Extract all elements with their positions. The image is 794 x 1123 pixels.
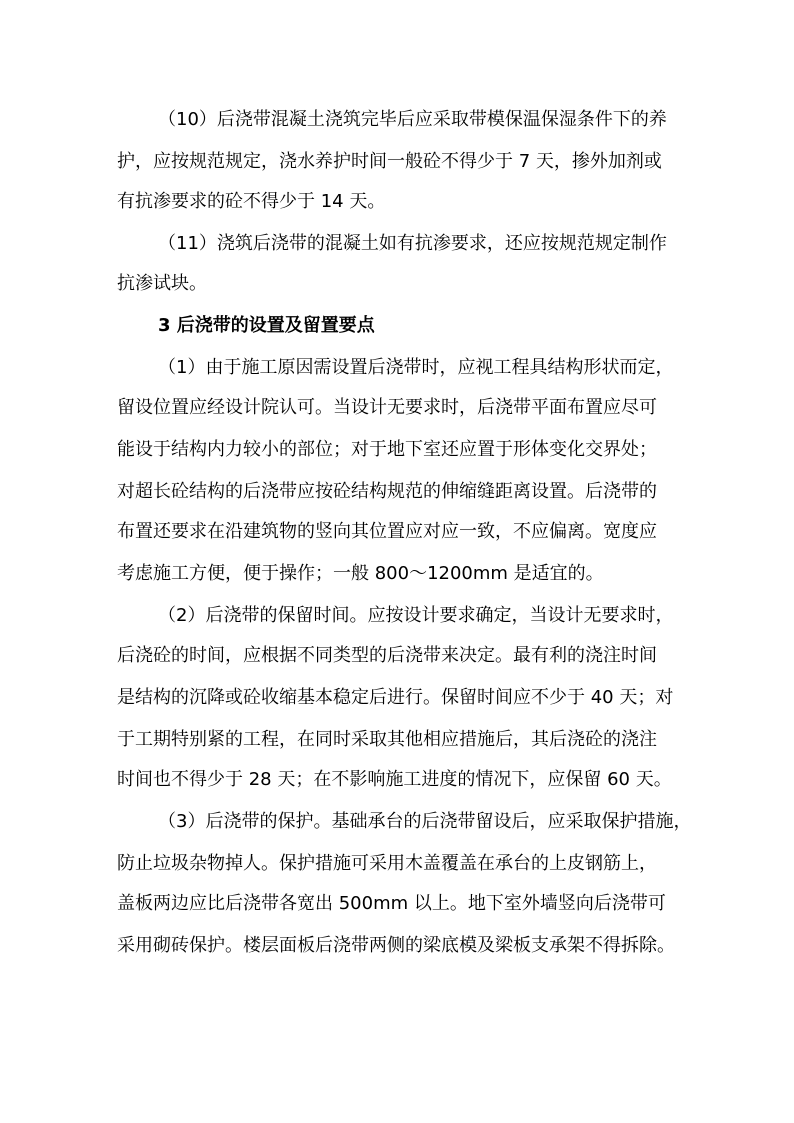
section-paragraph-1-line-4: 对超长砼结构的后浇带应按砼结构规范的伸缩缝距离设置。后浇带的 [117, 481, 657, 502]
paragraph-11-line-1: （11）浇筑后浇带的混凝土如有抗渗要求，还应按规范规定制作 [158, 233, 667, 254]
section-paragraph-2-line-3: 是结构的沉降或砼收缩基本稳定后进行。保留时间应不少于 40 天；对 [117, 687, 674, 708]
paragraph-10-line-2: 护，应按规范规定，浇水养护时间一般砼不得少于 7 天，掺外加剂或 [117, 151, 662, 172]
section-paragraph-1-line-3: 能设于结构内力较小的部位；对于地下室还应置于形体变化交界处； [117, 439, 657, 460]
section-paragraph-3-line-4: 采用砌砖保护。楼层面板后浇带两侧的梁底模及梁板支承架不得拆除。 [117, 935, 675, 956]
section-paragraph-2-line-1: （2）后浇带的保留时间。应按设计要求确定，当设计无要求时， [158, 605, 674, 626]
section-paragraph-2-line-5: 时间也不得少于 28 天；在不影响施工进度的情况下，应保留 60 天。 [117, 769, 672, 790]
section-paragraph-1-line-2: 留设位置应经设计院认可。当设计无要求时，后浇带平面布置应尽可 [117, 397, 657, 418]
paragraph-10-line-1: （10）后浇带混凝土浇筑完毕后应采取带模保温保湿条件下的养 [158, 109, 667, 130]
section-paragraph-3-line-1: （3）后浇带的保护。基础承台的后浇带留设后，应采取保护措施， [158, 811, 692, 832]
section-paragraph-2-line-4: 于工期特别紧的工程，在同时采取其他相应措施后，其后浇砼的浇注 [117, 729, 657, 750]
section-paragraph-1-line-1: （1）由于施工原因需设置后浇带时，应视工程具结构形状而定， [158, 357, 674, 378]
section-paragraph-2-line-2: 后浇砼的时间，应根据不同类型的后浇带来决定。最有利的浇注时间 [117, 645, 657, 666]
section-paragraph-1-line-5: 布置还要求在沿建筑物的竖向其位置应对应一致，不应偏离。宽度应 [117, 521, 657, 542]
section-heading: 3 后浇带的设置及留置要点 [158, 315, 375, 336]
paragraph-11-line-2: 抗渗试块。 [117, 273, 207, 294]
section-paragraph-3-line-3: 盖板两边应比后浇带各宽出 500mm 以上。地下室外墙竖向后浇带可 [117, 893, 666, 914]
section-paragraph-1-line-6: 考虑施工方便，便于操作；一般 800～1200mm 是适宜的。 [117, 563, 604, 584]
section-paragraph-3-line-2: 防止垃圾杂物掉人。保护措施可采用木盖覆盖在承台的上皮钢筋上， [117, 853, 657, 874]
paragraph-10-line-3: 有抗渗要求的砼不得少于 14 天。 [117, 191, 386, 212]
